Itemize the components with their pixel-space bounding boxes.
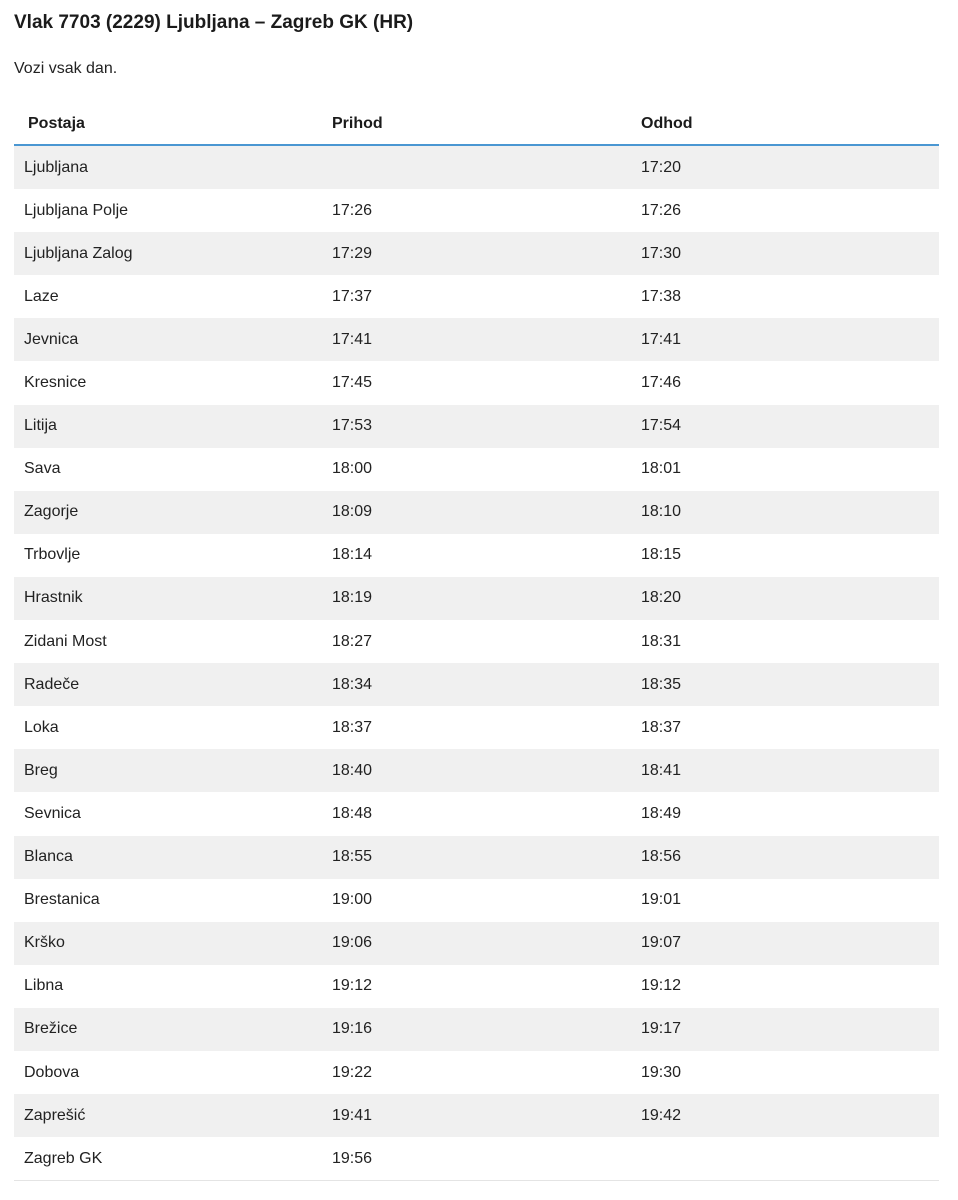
table-row — [14, 663, 939, 706]
station-cell: Ljubljana — [24, 158, 89, 176]
table-row — [14, 534, 939, 577]
station-cell: Ljubljana Polje — [24, 201, 129, 219]
table-bottom-divider — [14, 1180, 939, 1181]
table-row — [14, 620, 939, 663]
station-cell: Breg — [24, 761, 58, 779]
table-row — [14, 146, 939, 189]
departure-time-cell: 18:15 — [641, 546, 682, 564]
station-cell: Brestanica — [24, 891, 100, 909]
departure-time-cell: 18:31 — [641, 632, 682, 650]
table-row — [14, 1008, 939, 1051]
arrival-time-cell: 18:19 — [332, 589, 373, 607]
table-row — [14, 1137, 939, 1180]
arrival-time-cell: 18:27 — [332, 632, 373, 650]
departure-time-cell: 18:41 — [641, 761, 682, 779]
station-cell: Blanca — [24, 848, 73, 866]
arrival-time-cell: 17:53 — [332, 417, 373, 435]
table-row — [14, 448, 939, 491]
table-row — [14, 1051, 939, 1094]
table-row — [14, 965, 939, 1008]
departure-time-cell: 17:54 — [641, 417, 682, 435]
table-row — [14, 879, 939, 922]
station-cell: Ljubljana Zalog — [24, 244, 133, 262]
departure-time-cell: 18:20 — [641, 589, 682, 607]
station-cell: Libna — [24, 977, 64, 995]
station-cell: Jevnica — [24, 330, 79, 348]
arrival-time-cell: 17:26 — [332, 201, 373, 219]
departure-time-cell: 17:20 — [641, 158, 682, 176]
arrival-time-cell: 18:40 — [332, 761, 373, 779]
table-row — [14, 491, 939, 534]
arrival-time-cell: 17:45 — [332, 374, 373, 392]
table-row — [14, 706, 939, 749]
table-row — [14, 836, 939, 879]
departure-time-cell: 18:56 — [641, 848, 682, 866]
departure-time-cell: 19:17 — [641, 1020, 682, 1038]
arrival-time-cell: 17:29 — [332, 244, 373, 262]
arrival-time-cell: 18:34 — [332, 675, 373, 693]
arrival-time-cell: 18:09 — [332, 503, 373, 521]
departure-time-cell: 18:10 — [641, 503, 682, 521]
table-row — [14, 232, 939, 275]
departure-time-cell: 17:30 — [641, 244, 682, 262]
table-row — [14, 922, 939, 965]
departure-time-cell: 18:37 — [641, 718, 682, 736]
departure-time-cell: 19:42 — [641, 1106, 682, 1124]
arrival-time-cell: 19:41 — [332, 1106, 373, 1124]
table-row — [14, 792, 939, 835]
departure-time-cell: 18:49 — [641, 804, 682, 822]
station-cell: Sevnica — [24, 804, 81, 822]
arrival-time-cell: 17:37 — [332, 287, 373, 305]
station-cell: Litija — [24, 417, 57, 435]
arrival-time-cell: 19:56 — [332, 1149, 373, 1167]
table-row — [14, 405, 939, 448]
station-cell: Zaprešić — [24, 1106, 86, 1124]
station-cell: Brežice — [24, 1020, 78, 1038]
table-row — [14, 1094, 939, 1137]
station-cell: Loka — [24, 718, 59, 736]
table-row — [14, 577, 939, 620]
table-header — [14, 103, 939, 146]
arrival-time-cell: 18:55 — [332, 848, 373, 866]
operating-days-note: Vozi vsak dan. — [14, 60, 118, 77]
station-cell: Zidani Most — [24, 632, 107, 650]
station-cell: Zagorje — [24, 503, 79, 521]
arrival-time-cell: 17:41 — [332, 330, 373, 348]
arrival-time-cell: 19:00 — [332, 891, 373, 909]
table-row — [14, 189, 939, 232]
departure-time-cell: 18:01 — [641, 460, 682, 478]
arrival-time-cell: 18:48 — [332, 804, 373, 822]
departure-time-cell: 18:35 — [641, 675, 682, 693]
table-body — [14, 146, 939, 1180]
arrival-time-cell: 19:16 — [332, 1020, 373, 1038]
departure-time-cell: 19:07 — [641, 934, 682, 952]
station-cell: Dobova — [24, 1063, 80, 1081]
departure-time-cell: 17:26 — [641, 201, 682, 219]
column-header-departure: Odhod — [641, 114, 693, 132]
table-row — [14, 275, 939, 318]
departure-time-cell: 19:12 — [641, 977, 682, 995]
timetable — [14, 103, 939, 1181]
station-cell: Laze — [24, 287, 59, 305]
departure-time-cell: 17:38 — [641, 287, 682, 305]
station-cell: Kresnice — [24, 374, 87, 392]
station-cell: Krško — [24, 934, 65, 952]
station-cell: Trbovlje — [24, 546, 81, 564]
page-title: Vlak 7703 (2229) Ljubljana – Zagreb GK (HR) — [14, 12, 414, 33]
arrival-time-cell: 19:22 — [332, 1063, 373, 1081]
departure-time-cell: 17:46 — [641, 374, 682, 392]
table-row — [14, 749, 939, 792]
column-header-arrival: Prihod — [332, 114, 383, 132]
table-row — [14, 361, 939, 404]
table-row — [14, 318, 939, 361]
arrival-time-cell: 19:06 — [332, 934, 373, 952]
arrival-time-cell: 18:00 — [332, 460, 373, 478]
departure-time-cell: 19:30 — [641, 1063, 682, 1081]
departure-time-cell: 19:01 — [641, 891, 682, 909]
station-cell: Hrastnik — [24, 589, 83, 607]
arrival-time-cell: 19:12 — [332, 977, 373, 995]
station-cell: Zagreb GK — [24, 1149, 103, 1167]
station-cell: Radeče — [24, 675, 80, 693]
column-header-station: Postaja — [28, 114, 85, 132]
station-cell: Sava — [24, 460, 61, 478]
arrival-time-cell: 18:14 — [332, 546, 373, 564]
departure-time-cell: 17:41 — [641, 330, 682, 348]
arrival-time-cell: 18:37 — [332, 718, 373, 736]
